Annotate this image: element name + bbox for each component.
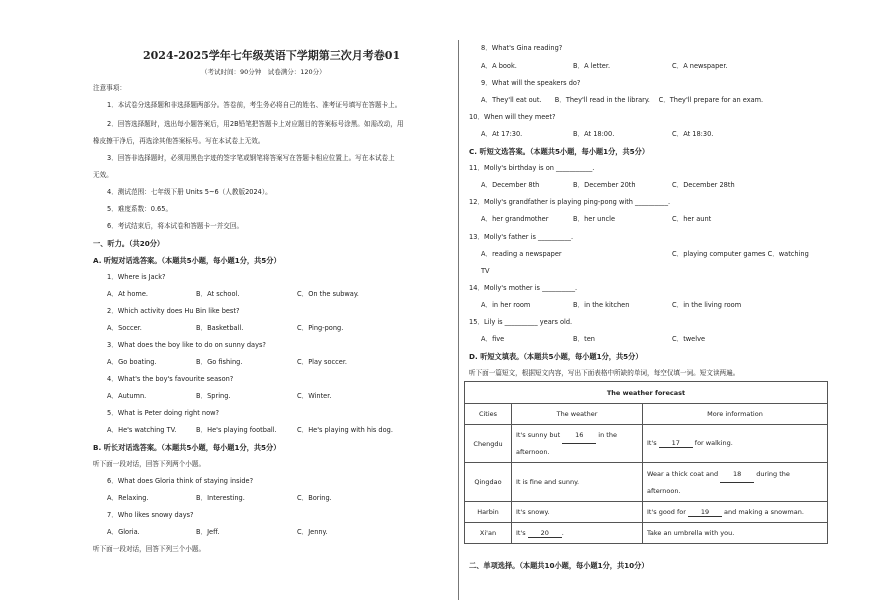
note-line: 4．测试范围：七年级下册 Units 5~6（人教版2024）。 (107, 188, 272, 196)
option-b: B．in the kitchen (573, 301, 630, 309)
cell-text: for walking. (692, 439, 733, 447)
cell-text: It's good for (647, 507, 688, 516)
option-c: C．twelve (672, 335, 706, 343)
option-a: A．Relaxing. (107, 494, 149, 502)
exam-info: （考试时间：90分钟 试卷满分：120分） (201, 68, 326, 76)
answer-blank[interactable]: 18 (720, 466, 754, 483)
answer-blank[interactable]: 20 (528, 529, 562, 538)
cell-text: It's (647, 439, 659, 447)
option-a: A．in her room (481, 301, 531, 309)
weather-cell (512, 523, 643, 544)
option-c: C．Winter. (297, 392, 332, 400)
question-1: 1．Where is Jack? (107, 273, 166, 281)
info-cell (643, 463, 828, 502)
option-b: B．ten (573, 335, 595, 343)
option-b: B．Jeff. (196, 528, 220, 536)
dialog-instruction: 听下面一段对话，回答下列三个小题。 (93, 545, 206, 553)
page-title: 2024-2025学年七年级英语下学期第三次月考卷01 (143, 49, 401, 62)
answer-blank[interactable]: 17 (659, 439, 693, 448)
option-c: C．A newspaper. (672, 62, 728, 70)
option-a: A．A book. (481, 62, 517, 70)
table-row (465, 502, 828, 523)
section-b-heading: B. 听长对话选答案。（本题共5小题，每小题1分，共5分） (93, 443, 281, 452)
city-cell: Chengdu (465, 425, 512, 463)
option-c-continued: TV (481, 267, 490, 275)
cell-text: . (561, 528, 564, 537)
question-11: 11．Molly's birthday is on ___________. (469, 164, 595, 172)
column-divider (458, 40, 459, 600)
option-a: A．reading a newspaper (481, 250, 562, 258)
cell-text: in the (596, 431, 617, 439)
option-a: A．Autumn. (107, 392, 147, 400)
city-cell: Qingdao (465, 463, 512, 502)
table-row (465, 523, 828, 544)
answer-blank[interactable]: 16 (562, 427, 596, 444)
answer-blank[interactable]: 19 (688, 508, 722, 517)
cell-text: afternoon. (516, 448, 550, 456)
option-b: B．Basketball. (196, 324, 244, 332)
cell-text: and making a snowman. (721, 507, 804, 516)
weather-forecast-table (464, 381, 828, 544)
option-a: A．five (481, 335, 505, 343)
table-row (465, 463, 828, 502)
weather-cell: It is fine and sunny. (512, 463, 643, 502)
option-c: C．Play soccer. (297, 358, 348, 366)
note-line: 5．难度系数：0.65。 (107, 205, 173, 213)
option-b: B．Interesting. (196, 494, 245, 502)
section-c-heading: C. 听短文选答案。（本题共5小题，每小题1分，共5分） (469, 147, 650, 156)
cell-text: It's sunny but (516, 431, 563, 439)
option-c: C．Jenny. (297, 528, 328, 536)
section-d-instruction: 听下面一篇短文，根据短文内容，写出下面表格中所缺的单词，每空仅填一词。短文读两遍。 (469, 369, 740, 377)
option-a: A．Soccer. (107, 324, 142, 332)
option-c: C．Boring. (297, 494, 332, 502)
question-3: 3．What does the boy like to do on sunny days? (107, 341, 266, 349)
question-10: 10．When will they meet? (469, 113, 556, 121)
cell-text: during the (754, 469, 790, 478)
question-5: 5．What is Peter doing right now? (107, 409, 220, 417)
column-header: More information (643, 404, 828, 425)
option-b: B．At school. (196, 290, 240, 298)
option-b: B．A letter. (573, 62, 611, 70)
note-line: 6．考试结束后，将本试卷和答题卡一并交回。 (107, 222, 244, 230)
cell-text: afternoon. (647, 486, 681, 495)
part-one-heading: 一、听力。（共20分） (93, 239, 165, 248)
note-line: 1．本试卷分选择题和非选择题两部分。答卷前，考生务必将自己的姓名、准考证号填写在答题卡上。 (107, 101, 402, 109)
info-cell (643, 502, 828, 523)
option-c: C．in the living room (672, 301, 742, 309)
option-a: A．Go boating. (107, 358, 157, 366)
question-7: 7．Who likes snowy days? (107, 511, 194, 519)
cell-text: Wear a thick coat and (647, 469, 721, 478)
table-title: The weather forecast (465, 382, 828, 404)
section-a-heading: A. 听短对话选答案。（本题共5小题，每小题1分，共5分） (93, 256, 281, 265)
option-c: C．He's playing with his dog. (297, 426, 393, 434)
table-row (465, 425, 828, 463)
question-9: 9．What will the speakers do? (481, 79, 581, 87)
info-cell: Take an umbrella with you. (643, 523, 828, 544)
city-cell: Harbin (465, 502, 512, 523)
option-a: A．At 17:30. (481, 130, 523, 138)
note-line: 2．回答选择题时，选出每小题答案后，用2B铅笔把答题卡上对应题目的答案标号涂黑。如需改动，用 (107, 120, 404, 128)
option-b: B．At 18:00. (573, 130, 615, 138)
question-4: 4．What's the boy's favourite season? (107, 375, 234, 383)
question-13: 13．Molly's father is __________. (469, 233, 574, 241)
note-line: 橡皮擦干净后，再选涂其他答案标号。写在本试卷上无效。 (93, 137, 265, 145)
note-line: 3．回答非选择题时，必须用黑色字迹的签字笔或钢笔将答案写在答题卡相应位置上。写在本试卷上 (107, 154, 395, 162)
cell-text: It's (516, 528, 528, 537)
notes-heading: 注意事项： (93, 84, 126, 92)
option-a: A．Gloria. (107, 528, 140, 536)
option-b: B．her uncle (573, 215, 616, 223)
option-a: A．her grandmother (481, 215, 549, 223)
question-14: 14．Molly's mother is __________. (469, 284, 578, 292)
option-a: A．December 8th (481, 181, 540, 189)
question-6: 6．What does Gloria think of staying inside? (107, 477, 254, 485)
option-c: C．December 28th (672, 181, 735, 189)
question-12: 12．Molly's grandfather is playing ping-pong with __________. (469, 198, 671, 206)
option-b: B．Spring. (196, 392, 231, 400)
section-d-heading: D. 听短文填表。（本题共5小题，每小题1分，共5分） (469, 352, 643, 361)
part-two-heading: 二、单项选择。（本题共10小题，每小题1分，共10分） (469, 561, 649, 570)
city-cell: Xi'an (465, 523, 512, 544)
option-a: A．He's watching TV. (107, 426, 177, 434)
option-b: B．December 20th (573, 181, 636, 189)
option-a: A．At home. (107, 290, 148, 298)
question-15: 15．Lily is __________ years old. (469, 318, 573, 326)
column-header: Cities (465, 404, 512, 425)
option-b: B．Go fishing. (196, 358, 243, 366)
option-c: C．At 18:30. (672, 130, 714, 138)
option-c: C．playing computer games C．watching (672, 250, 809, 258)
weather-cell: It's snowy. (512, 502, 643, 523)
question-9-options: A．They'll eat out. B．They'll read in the library. C．They'll prepare for an exam. (481, 96, 764, 104)
question-2: 2．Which activity does Hu Bin like best? (107, 307, 240, 315)
option-c: C．Ping-pong. (297, 324, 344, 332)
option-b: B．He's playing football. (196, 426, 277, 434)
dialog-instruction: 听下面一段对话，回答下列两个小题。 (93, 460, 206, 468)
question-8: 8．What's Gina reading? (481, 44, 563, 52)
weather-cell (512, 425, 643, 463)
info-cell (643, 425, 828, 463)
column-header: The weather (512, 404, 643, 425)
note-line: 无效。 (93, 171, 113, 179)
option-c: C．On the subway. (297, 290, 359, 298)
option-c: C．her aunt (672, 215, 712, 223)
